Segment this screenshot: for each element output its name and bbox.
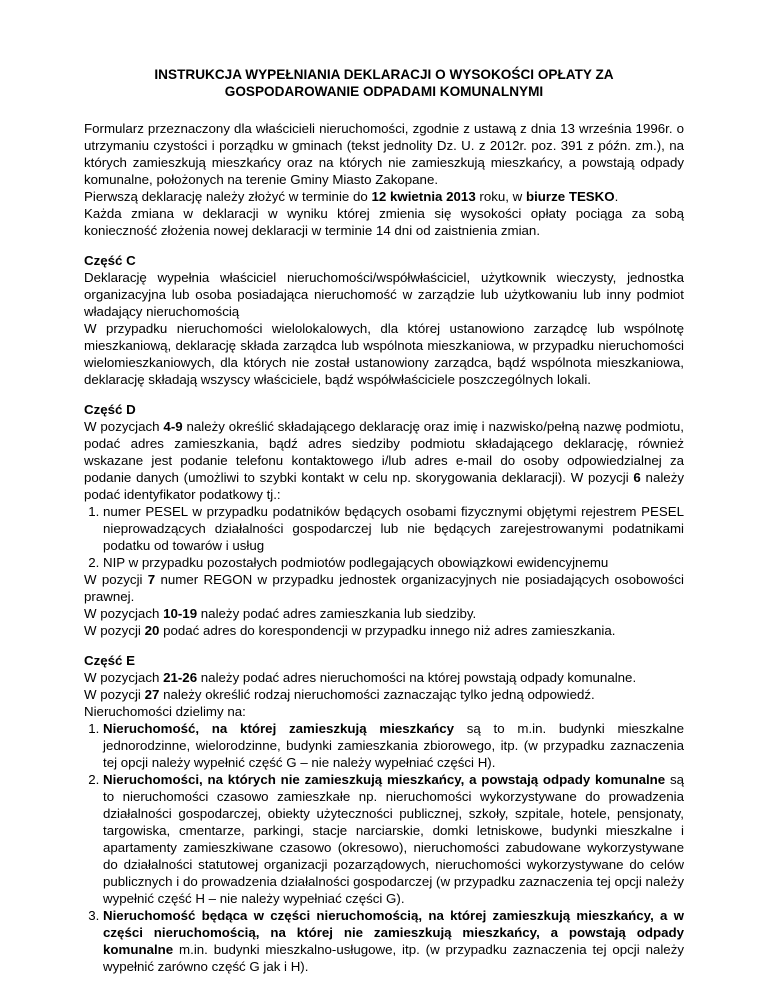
property-types-list — [84, 720, 684, 975]
list-item — [103, 720, 684, 771]
part-e-paragraph-3: Nieruchomości dzielimy na: — [84, 704, 246, 719]
part-e-section — [84, 652, 684, 975]
document-title — [84, 66, 684, 100]
intro-paragraph-2 — [84, 188, 684, 205]
intro-section — [84, 120, 684, 239]
part-d-p3-text-b: należy podać adres zamieszkania lub siedziby. — [197, 606, 477, 621]
position-number: 6 — [633, 470, 641, 485]
list-item — [103, 907, 684, 975]
part-d-p2-text-a: W pozycji — [84, 572, 148, 587]
position-number: 10-19 — [163, 606, 198, 621]
deadline-date: 12 kwietnia 2013 — [371, 189, 476, 204]
intro-p2-text-a: Pierwszą deklarację należy złożyć w terminie do — [84, 189, 372, 204]
title-line-2: GOSPODAROWANIE ODPADAMI KOMUNALNYMI — [224, 84, 544, 99]
intro-p2-text-c: . — [614, 189, 619, 204]
intro-paragraph-1: Formularz przeznaczony dla właścicieli nieruchomości, zgodnie z ustawą z dnia 13 września 1996r. o utrzymaniu czystości i porządku w gminach (tekst jednolity Dz. U. z 2012r. poz. 391 z późn. zm.), na których zamieszkują mieszkańcy oraz na których nie zamieszkują mieszkańcy, a powstają odpady komunalne, położonych na terenie Gminy Miasto Zakopane. — [84, 121, 684, 187]
part-e-heading: Część E — [84, 653, 135, 668]
part-c-heading: Część C — [84, 253, 136, 268]
position-number: 20 — [144, 623, 160, 638]
position-number: 27 — [144, 687, 160, 702]
part-e-p1-text-a: W pozycjach — [84, 670, 164, 685]
part-e-p2-text-a: W pozycji — [84, 687, 145, 702]
list-item — [103, 771, 684, 907]
property-type-label: Nieruchomości, na których nie zamieszkują mieszkańcy, a powstają odpady komunalne — [103, 772, 666, 787]
property-type-description: są to m.in. budynki mieszkalne jednorodzinne, wielorodzinne, budynki zamieszkania zbiorowego, itp. (w przypadku zaznaczenia tej opcji należy wypełnić część G – nie należy wypełniać części H). — [103, 721, 685, 770]
list-item: 2. NIP w przypadku pozostałych podmiotów podlegających obowiązkowi ewidencyjnemu — [103, 554, 684, 571]
submission-place: biurze TESKO — [525, 189, 615, 204]
position-number: 4-9 — [163, 419, 183, 434]
part-d-paragraph-1 — [84, 418, 684, 503]
part-d-section — [84, 401, 684, 639]
position-number: 7 — [147, 572, 156, 587]
property-type-description: m.in. budynki mieszkalno-usługowe, itp. (w przypadku zaznaczenia tej opcji należy wypełnić zarówno część G jak i H). — [103, 942, 684, 974]
part-e-p1-text-b: należy podać adres nieruchomości na której powstają odpady komunalne. — [197, 670, 637, 685]
intro-paragraph-3: Każda zmiana w deklaracji w wyniku której zmienia się wysokości opłaty pociąga za sobą konieczność złożenia nowej deklaracji w terminie 14 dni od zaistnienia zmian. — [84, 206, 684, 238]
part-d-heading: Część D — [84, 402, 136, 417]
part-c-section — [84, 252, 684, 388]
part-e-p2-text-b: należy określić rodzaj nieruchomości zaznaczając tylko jedną odpowiedź. — [159, 687, 595, 702]
property-type-description: są to nieruchomości czasowo zamieszkałe np. nieruchomości wykorzystywane do prowadzenia działalności gospodarczej, obiekty użyteczności publicznej, szkoły, szpitale, hotele, pensjonaty, targowiska, cmentarze, parkingi, stacje narciarskie, domki letniskowe, budynki mieszkalne i apartamenty zamieszkiwane czasowo (okresowo), nieruchomości zabudowane wykorzystywane do działalności statutowej organizacji pozarządowych, nieruchomości wykorzystywane do celów publicznych i do prowadzenia działalności gospodarczej (w przypadku zaznaczenia tej opcji należy wypełnić część H – nie należy wypełniać części G). — [103, 772, 684, 906]
part-d-p2-text-b: numer REGON w przypadku jednostek organizacyjnych nie posiadających osobowości prawnej. — [84, 572, 685, 604]
part-d-p1-text-b: należy określić składającego deklarację oraz imię i nazwisko/pełną nazwę podmiotu, podać adres zamieszkania, bądź adres siedziby podmiotu składającego deklarację, również wskazane jest podanie telefonu kontaktowego i/lub adres e-mail do osoby odpowiedzialnej za podanie danych (umożliwi to szybki kontakt w celu np. skorygowania deklaracji). W pozycji — [84, 419, 684, 485]
property-type-label: Nieruchomość będąca w części nieruchomością, na której zamieszkują mieszkańcy, a w części nieruchomością, na której nie zamieszkują mieszkańcy, a powstają odpady komunalne — [103, 908, 684, 957]
list-item: 1. numer PESEL w przypadku podatników będących osobami fizycznymi objętymi rejestrem PESEL nieprowadzących działalności gospodarczej lub nie będących zarejestrowanymi podatnikami podatku od towarów i usług — [103, 503, 684, 554]
part-d-paragraph-4 — [84, 622, 684, 639]
part-c-paragraph-2: W przypadku nieruchomości wielolokalowych, dla której ustanowiono zarządcę lub wspólnotę mieszkaniową, deklarację składa zarządca lub wspólnota mieszkaniowa, w przypadku nieruchomości wielomieszkaniowych, dla których nie został ustanowiony zarządca, bądź wspólnota mieszkaniowa, deklarację składają wszyscy właściciele, bądź współwłaściciele poszczególnych lokali. — [84, 321, 684, 387]
part-e-paragraph-2 — [84, 686, 684, 703]
part-d-p1-text-a: W pozycjach — [84, 419, 164, 434]
tax-id-list — [84, 503, 684, 571]
part-d-paragraph-3 — [84, 605, 684, 622]
part-e-paragraph-1 — [84, 669, 684, 686]
position-number: 21-26 — [163, 670, 198, 685]
part-d-p3-text-a: W pozycjach — [84, 606, 164, 621]
intro-p2-text-b: roku, w — [475, 189, 526, 204]
part-d-paragraph-2 — [84, 571, 684, 605]
part-d-p4-text-a: W pozycji — [84, 623, 145, 638]
part-c-paragraph-1: Deklarację wypełnia właściciel nieruchomości/współwłaściciel, użytkownik wieczysty, jednostka organizacyjna lub osoba posiadająca nieruchomość w zarządzie lub użytkowaniu lub inny podmiot władający nieruchomością — [84, 270, 684, 319]
title-line-1: INSTRUKCJA WYPEŁNIANIA DEKLARACJI O WYSOKOŚCI OPŁATY ZA — [154, 67, 614, 82]
part-d-p1-text-c: należy podać identyfikator podatkowy tj.: — [84, 470, 684, 502]
property-type-label: Nieruchomość, na której zamieszkują mieszkańcy — [103, 721, 455, 736]
part-d-p4-text-b: podać adres do korespondencji w przypadku innego niż adres zamieszkania. — [159, 623, 616, 638]
